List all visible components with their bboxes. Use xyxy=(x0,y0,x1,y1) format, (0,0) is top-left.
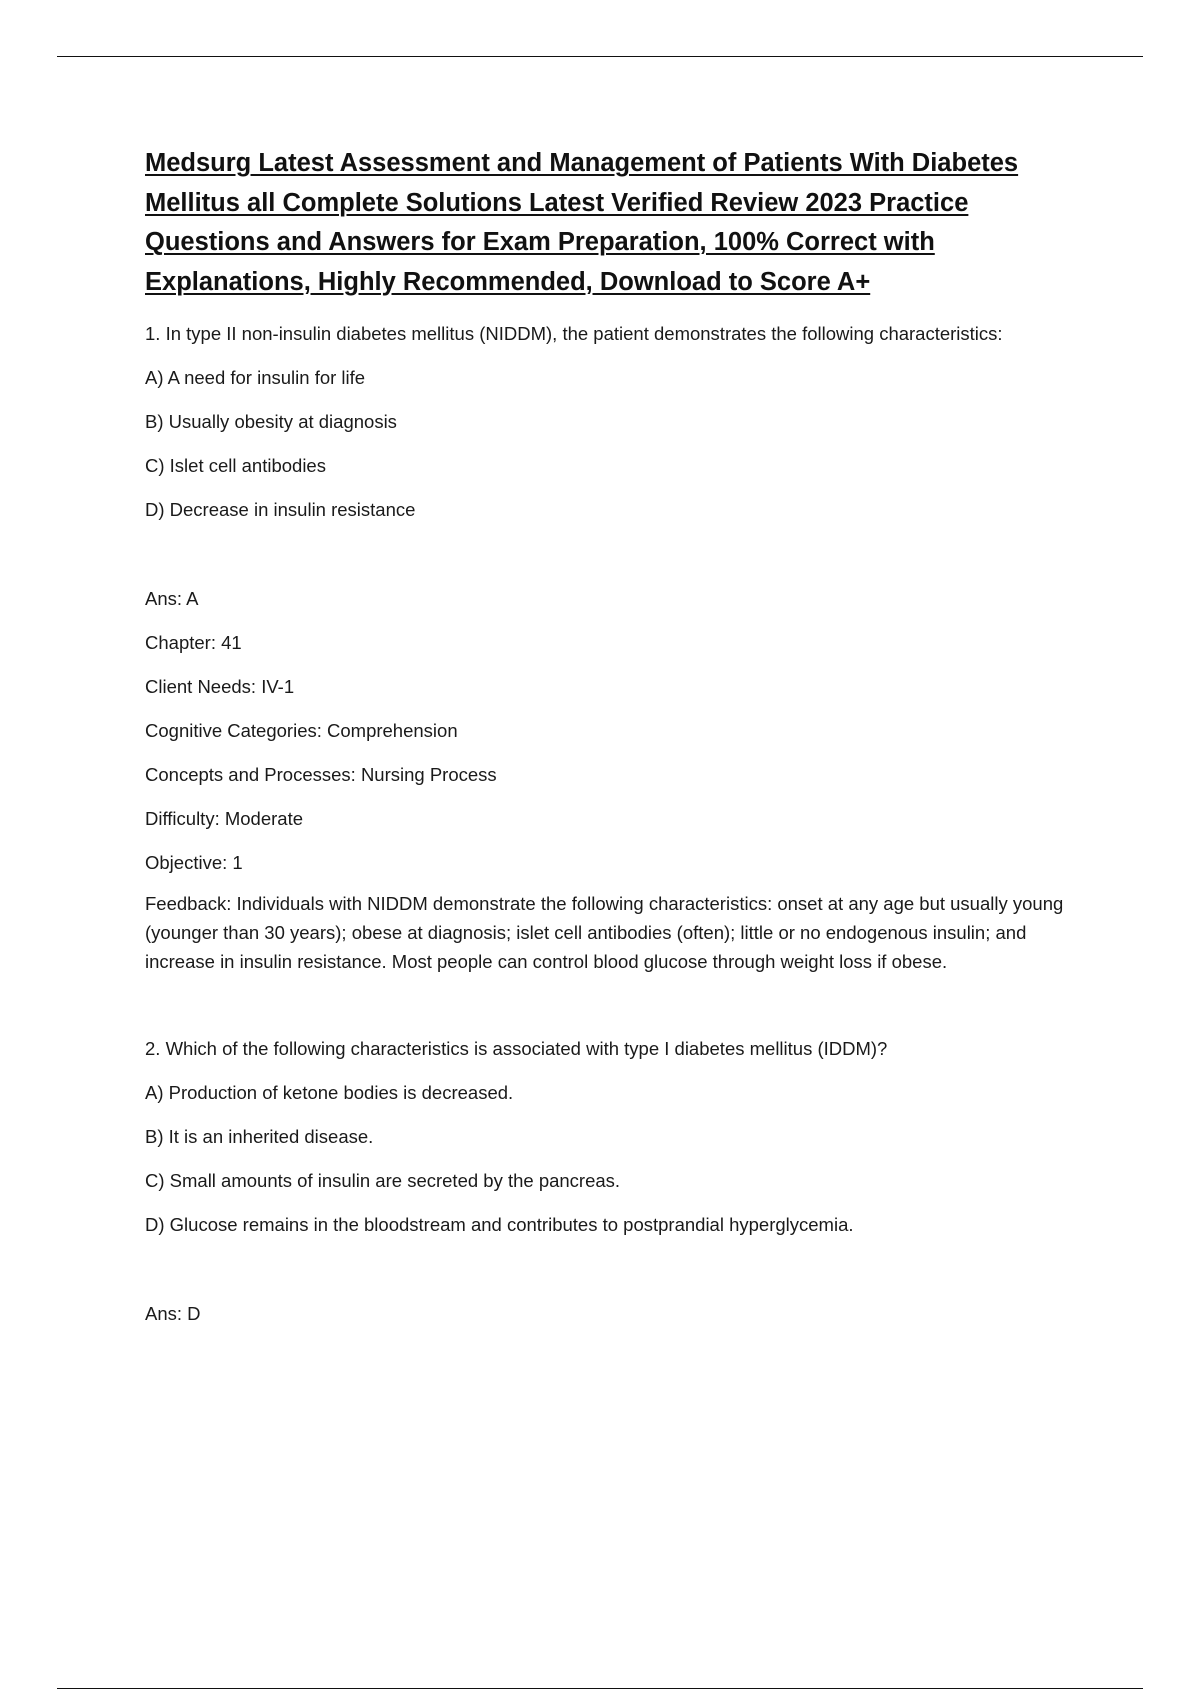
option-a: A) Production of ketone bodies is decreased. xyxy=(145,1082,514,1103)
feedback: Feedback: Individuals with NIDDM demonstrate the following characteristics: onset at any age but usually young (younger than 30 years); obese at diagnosis; islet cell antibodies (often); little or no endogenous insulin; and increase in insulin resistance. Most people can control blood glucose through weight loss if obese. xyxy=(145,893,1064,972)
option-d: D) Decrease in insulin resistance xyxy=(145,499,416,520)
question-1 xyxy=(145,319,1075,976)
option-b: B) Usually obesity at diagnosis xyxy=(145,411,397,432)
option-c: C) Small amounts of insulin are secreted by the pancreas. xyxy=(145,1170,621,1191)
option-a: A) A need for insulin for life xyxy=(145,367,366,388)
document-body xyxy=(145,144,1075,1328)
option-b: B) It is an inherited disease. xyxy=(145,1126,374,1147)
chapter: Chapter: 41 xyxy=(145,632,242,653)
question-stem: 1. In type II non-insulin diabetes mellitus (NIDDM), the patient demonstrates the following characteristics: xyxy=(145,323,1003,344)
document-title: Medsurg Latest Assessment and Management of Patients With Diabetes Mellitus all Complete Solutions Latest Verified Review 2023 Practice Questions and Answers for Exam Preparation, 100% Correct with Explanations, Highly Recommended, Download to Score A+ xyxy=(145,149,1019,296)
footer-rule xyxy=(57,1688,1143,1689)
question-2 xyxy=(145,1034,1075,1328)
answer: Ans: D xyxy=(145,1303,201,1324)
option-d: D) Glucose remains in the bloodstream and contributes to postprandial hyperglycemia. xyxy=(145,1214,854,1235)
difficulty: Difficulty: Moderate xyxy=(145,808,303,829)
answer: Ans: A xyxy=(145,588,199,609)
cognitive-categories: Cognitive Categories: Comprehension xyxy=(145,720,458,741)
client-needs: Client Needs: IV-1 xyxy=(145,676,295,697)
option-c: C) Islet cell antibodies xyxy=(145,455,326,476)
header-rule xyxy=(57,56,1143,57)
concepts-processes: Concepts and Processes: Nursing Process xyxy=(145,764,497,785)
objective: Objective: 1 xyxy=(145,852,243,873)
question-stem: 2. Which of the following characteristics is associated with type I diabetes mellitus (IDDM)? xyxy=(145,1038,888,1059)
